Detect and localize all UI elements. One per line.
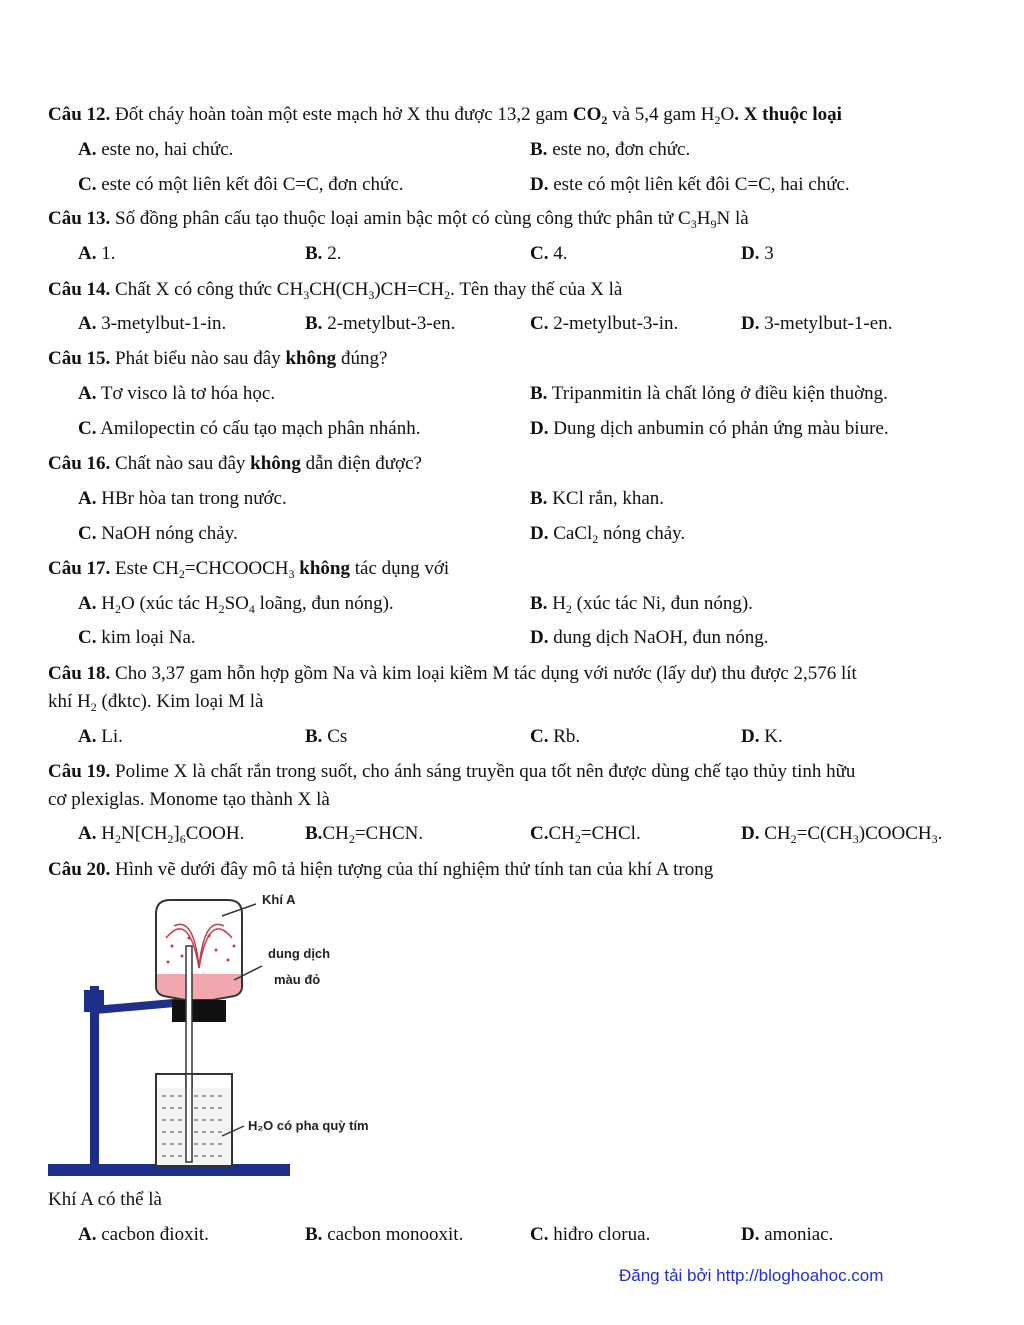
q13-option-d: D. 3 xyxy=(741,243,774,264)
question-13: Câu 13. Số đồng phân cấu tạo thuộc loại amin bậc một có cùng công thức phân tử $C_3H_9N$ là xyxy=(48,208,749,231)
question-19: Câu 19. Polime X là chất rắn trong suốt, cho ánh sáng truyền qua tốt nên được dùng chế tạo thủy tinh hữu xyxy=(48,761,856,782)
q14-option-a: A. 3-metylbut-1-in. xyxy=(78,313,227,334)
q17-option-d: D. dung dịch NaOH, đun nóng. xyxy=(530,627,769,648)
question-14: Câu 14. Chất X có công thức $CH_3CH(CH_3)CH=CH_2$. Tên thay thế của X là xyxy=(48,279,623,302)
label-mau-do: màu đỏ xyxy=(274,972,321,987)
q19-option-a: A. $H_2N[CH_2]_6COOH$. xyxy=(78,823,245,846)
q18-option-c: C. Rb. xyxy=(530,726,581,747)
question-18-line2: khí $H_2$ (đktc). Kim loại M là xyxy=(48,691,264,714)
q14-option-c: C. 2-metylbut-3-in. xyxy=(530,313,679,334)
q19-option-d: D. $CH_2=C(CH_3)COOCH_3$. xyxy=(741,823,943,846)
q15-option-b: B. Tripanmitin là chất lỏng ở điều kiện thuờng. xyxy=(530,383,888,404)
q14-option-b: B. 2-metylbut-3-en. xyxy=(305,313,456,334)
question-15: Câu 15. Phát biểu nào sau đây không đúng? xyxy=(48,348,388,369)
q16-option-c: C. NaOH nóng chảy. xyxy=(78,523,238,544)
q19-option-b: $B.CH_2=CHCN$. xyxy=(305,823,424,846)
q20-option-d: D. amoniac. xyxy=(741,1224,834,1245)
label-dung-dich: dung dịch xyxy=(268,946,331,961)
q17-option-b: B. $H_2$ (xúc tác Ni, đun nóng). xyxy=(530,593,753,616)
q15-option-c: C. Amilopectin có cấu tạo mạch phân nhánh. xyxy=(78,418,421,439)
q15-option-d: D. Dung dịch anbumin có phản ứng màu biure. xyxy=(530,418,889,439)
q16-option-a: A. HBr hòa tan trong nước. xyxy=(78,488,287,509)
q19-option-c: $C.CH_2=CHCl$. xyxy=(530,823,641,846)
question-16: Câu 16. Chất nào sau đây không dẫn điện được? xyxy=(48,453,422,474)
footer-credit[interactable]: Đăng tải bởi http://bloghoahoc.com xyxy=(619,1266,884,1285)
question-20-prompt: Khí A có thể là xyxy=(48,1189,162,1210)
q13-option-a: A. 1. xyxy=(78,243,116,264)
q12-option-a: A. este no, hai chức. xyxy=(78,139,234,160)
fountain-experiment-figure xyxy=(44,886,444,1186)
question-20: Câu 20. Hình vẽ dưới đây mô tả hiện tượng của thí nghiệm thử tính tan của khí A trong xyxy=(48,859,714,880)
q12-option-d: D. este có một liên kết đôi C=C, hai chức. xyxy=(530,174,850,195)
q14-option-d: D. 3-metylbut-1-en. xyxy=(741,313,893,334)
q18-option-b: B. Cs xyxy=(305,726,348,747)
q13-option-b: B. 2. xyxy=(305,243,342,264)
q12-option-c: C. este có một liên kết đôi C=C, đơn chức. xyxy=(78,174,404,195)
q18-option-a: A. Li. xyxy=(78,726,123,747)
label-khi-a: Khí A xyxy=(262,892,296,907)
q15-option-a: A. Tơ visco là tơ hóa học. xyxy=(78,383,276,404)
q13-option-c: C. 4. xyxy=(530,243,568,264)
red-solution xyxy=(157,974,241,999)
q17-option-c: C. kim loại Na. xyxy=(78,627,196,648)
question-number: Câu 12. xyxy=(48,104,111,125)
question-19-line2: cơ plexiglas. Monome tạo thành X là xyxy=(48,789,330,810)
q20-option-c: C. hiđro clorua. xyxy=(530,1224,651,1245)
label-water: H₂O có pha quỳ tím xyxy=(248,1118,369,1133)
q16-option-b: B. KCl rắn, khan. xyxy=(530,488,665,509)
stopper xyxy=(172,1000,226,1022)
q20-option-a: A. cacbon đioxit. xyxy=(78,1224,209,1245)
q16-option-d: D. CaCl$_2$ nóng chảy. xyxy=(530,523,686,546)
q18-option-d: D. K. xyxy=(741,726,783,747)
question-17: Câu 17. Este $CH_2=CHCOOCH_3$ không tác dụng với xyxy=(48,558,450,581)
q12-option-b: B. este no, đơn chức. xyxy=(530,139,691,160)
q20-option-b: B. cacbon monooxit. xyxy=(305,1224,464,1245)
question-18: Câu 18. Cho 3,37 gam hỗn hợp gồm Na và kim loại kiềm M tác dụng với nước (lấy dư) thu được 2,576 lít xyxy=(48,663,857,684)
q17-option-a: A. $H_2O$ (xúc tác $H_2SO_4$ loãng, đun nóng). xyxy=(78,593,394,616)
question-12: Câu 12. Đốt cháy hoàn toàn một este mạch hở X thu được 13,2 gam $CO_2$ và 5,4 gam $H_2O$. X thuộc loại xyxy=(48,104,842,127)
